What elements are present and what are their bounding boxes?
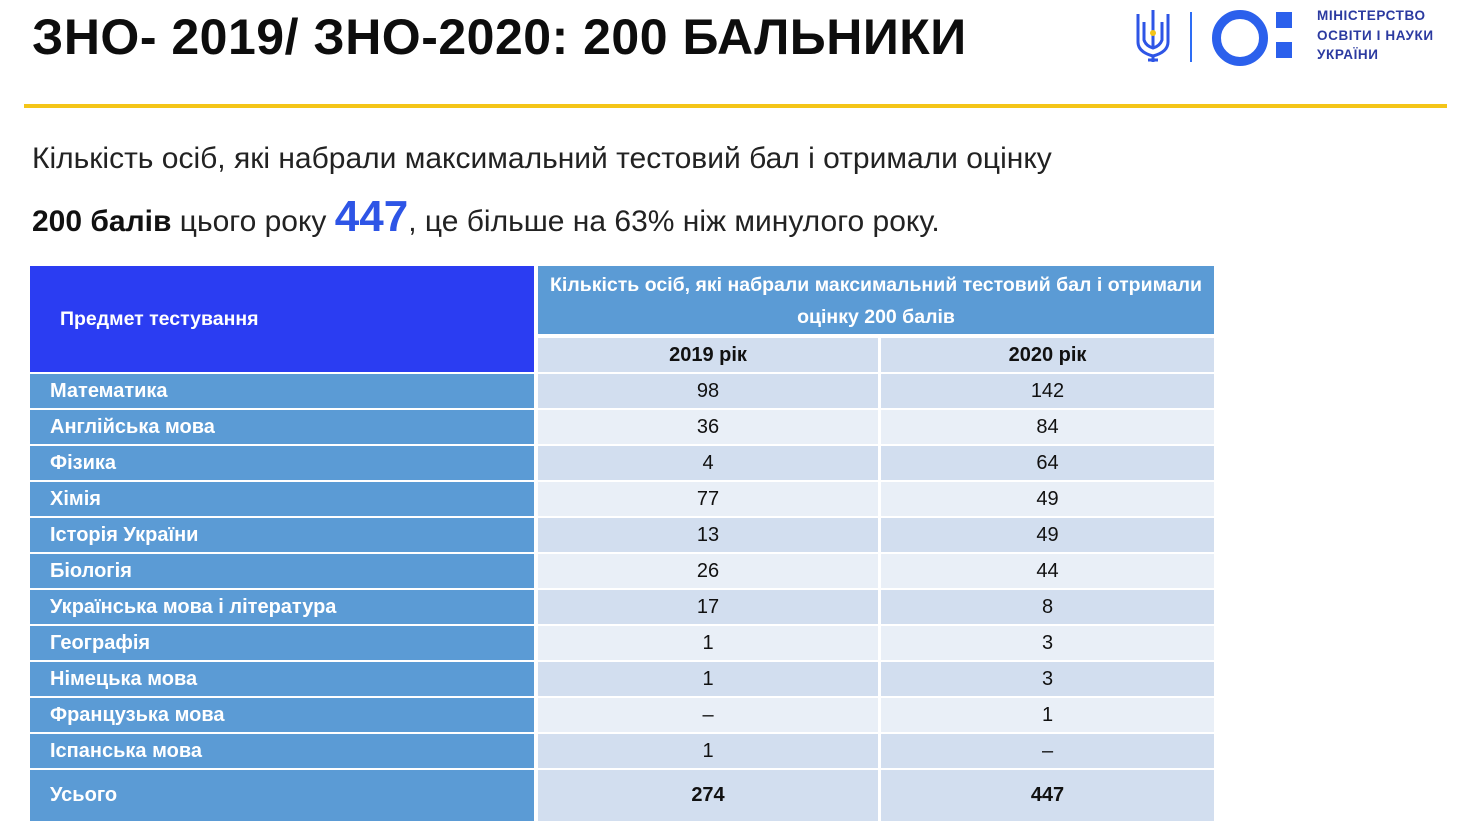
page-title: ЗНО- 2019/ ЗНО-2020: 200 БАЛЬНИКИ [32,9,967,65]
trident-icon [1134,8,1172,64]
value-2020-cell: 49 [881,518,1214,552]
value-2019-cell: 4 [538,446,878,480]
year-2019-header: 2019 рік [538,338,878,372]
value-2019-cell: 17 [538,590,878,624]
value-2019-cell: 1 [538,734,878,768]
value-2019-cell: 36 [538,410,878,444]
value-2020-cell: 3 [881,662,1214,696]
value-2019-cell: 13 [538,518,878,552]
logo-divider [1190,12,1192,62]
table-row [30,590,1214,624]
table-row [30,662,1214,696]
logo-text-line3: УКРАЇНИ [1317,47,1379,62]
table-row [30,626,1214,660]
value-2019-cell: 77 [538,482,878,516]
logo-o-mark [1212,10,1268,66]
header-divider [24,104,1447,108]
table-row [30,734,1214,768]
summary-line2 [32,188,1452,251]
value-2020-cell: 3 [881,626,1214,660]
total-2019-cell: 274 [538,770,878,821]
subject-column-header: Предмет тестування [30,266,534,372]
total-row [30,770,1214,821]
table-row [30,446,1214,480]
subject-cell: Математика [30,374,534,408]
table-row [30,554,1214,588]
summary-text [32,130,1452,251]
group-column-header: Кількість осіб, які набрали максимальний тестовий бал і отримали оцінку 200 балів [538,266,1214,334]
subject-cell: Фізика [30,446,534,480]
total-2020-cell: 447 [881,770,1214,821]
value-2019-cell: 1 [538,662,878,696]
subject-cell: Німецька мова [30,662,534,696]
logo-text-line1: МІНІСТЕРСТВО [1317,8,1426,23]
summary-line1: Кількість осіб, які набрали максимальний тестовий бал і отримали оцінку [32,142,1052,175]
summary-highlight-number: 447 [334,192,409,241]
subject-cell: Біологія [30,554,534,588]
value-2020-cell: 1 [881,698,1214,732]
value-2019-cell: 26 [538,554,878,588]
value-2019-cell: 98 [538,374,878,408]
subject-cell: Історія України [30,518,534,552]
value-2020-cell: 84 [881,410,1214,444]
total-label: Усього [30,770,534,821]
value-2020-cell: – [881,734,1214,768]
ministry-logo [1134,6,1464,66]
subject-cell: Французька мова [30,698,534,732]
table-row [30,518,1214,552]
summary-mid: цього року [171,205,335,238]
value-2020-cell: 8 [881,590,1214,624]
table-row [30,482,1214,516]
table-row [30,410,1214,444]
subject-cell: Іспанська мова [30,734,534,768]
value-2020-cell: 49 [881,482,1214,516]
logo-text-line2: ОСВІТИ І НАУКИ [1317,27,1434,43]
logo-square-bottom [1276,42,1292,58]
summary-tail: , це більше на 63% ніж минулого року. [408,205,940,238]
logo-square-top [1276,12,1292,28]
subject-cell: Хімія [30,482,534,516]
summary-bold: 200 балів [32,205,172,238]
logo-text [1317,6,1434,65]
value-2020-cell: 142 [881,374,1214,408]
subject-cell: Українська мова і література [30,590,534,624]
subject-cell: Англійська мова [30,410,534,444]
value-2020-cell: 44 [881,554,1214,588]
year-2020-header: 2020 рік [881,338,1214,372]
table-row [30,698,1214,732]
value-2020-cell: 64 [881,446,1214,480]
table-row [30,374,1214,408]
subject-cell: Географія [30,626,534,660]
value-2019-cell: 1 [538,626,878,660]
value-2019-cell: – [538,698,878,732]
